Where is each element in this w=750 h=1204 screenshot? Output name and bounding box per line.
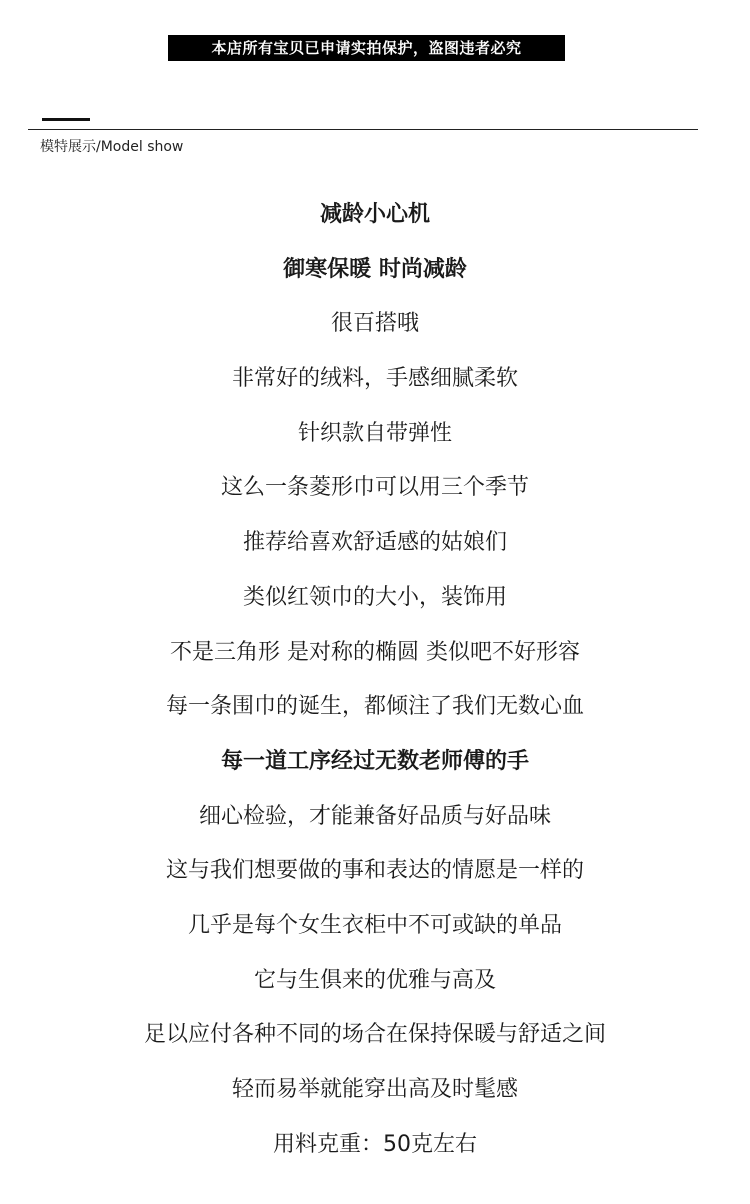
description-line: 几乎是每个女生衣柜中不可或缺的单品 [187,912,562,938]
section-accent-bar [42,118,90,121]
description-line: 轻而易举就能穿出高及时髦感 [231,1077,518,1102]
section-divider [28,129,698,130]
description-line: 类似红领巾的大小，装饰用 [242,584,507,610]
description-line: 细心检验，才能兼备好品质与好品味 [198,803,551,829]
description-line: 推荐给喜欢舒适感的姑娘们 [242,530,507,556]
description-line: 这与我们想要做的事和表达的情愿是一样的 [165,858,584,884]
description-line: 减龄小心机 [319,202,430,227]
description-line: 每一条围巾的诞生，都倾注了我们无数心血 [165,694,584,720]
description-line: 很百搭哦 [330,311,419,337]
description-line: 用料克重：50克左右 [273,1131,477,1157]
description-line: 这么一条菱形巾可以用三个季节 [220,475,529,501]
description-line: 御寒保暖 时尚减龄 [283,256,467,282]
description-line: 它与生俱来的优雅与高及 [253,967,496,993]
description-line: 针织款自带弹性 [297,420,452,446]
section-label-model-show: 模特展示/Model show [40,139,184,155]
description-line: 足以应付各种不同的场合在保持保暖与舒适之间 [143,1022,606,1048]
copyright-notice-banner: 本店所有宝贝已申请实拍保护，盗图违者必究 [168,35,565,61]
description-line: 非常好的绒料，手感细腻柔软 [231,366,518,392]
description-line: 每一道工序经过无数老师傅的手 [220,748,529,774]
description-line: 不是三角形 是对称的椭圆 类似吧不好形容 [170,639,580,665]
product-description-list [0,193,750,1177]
